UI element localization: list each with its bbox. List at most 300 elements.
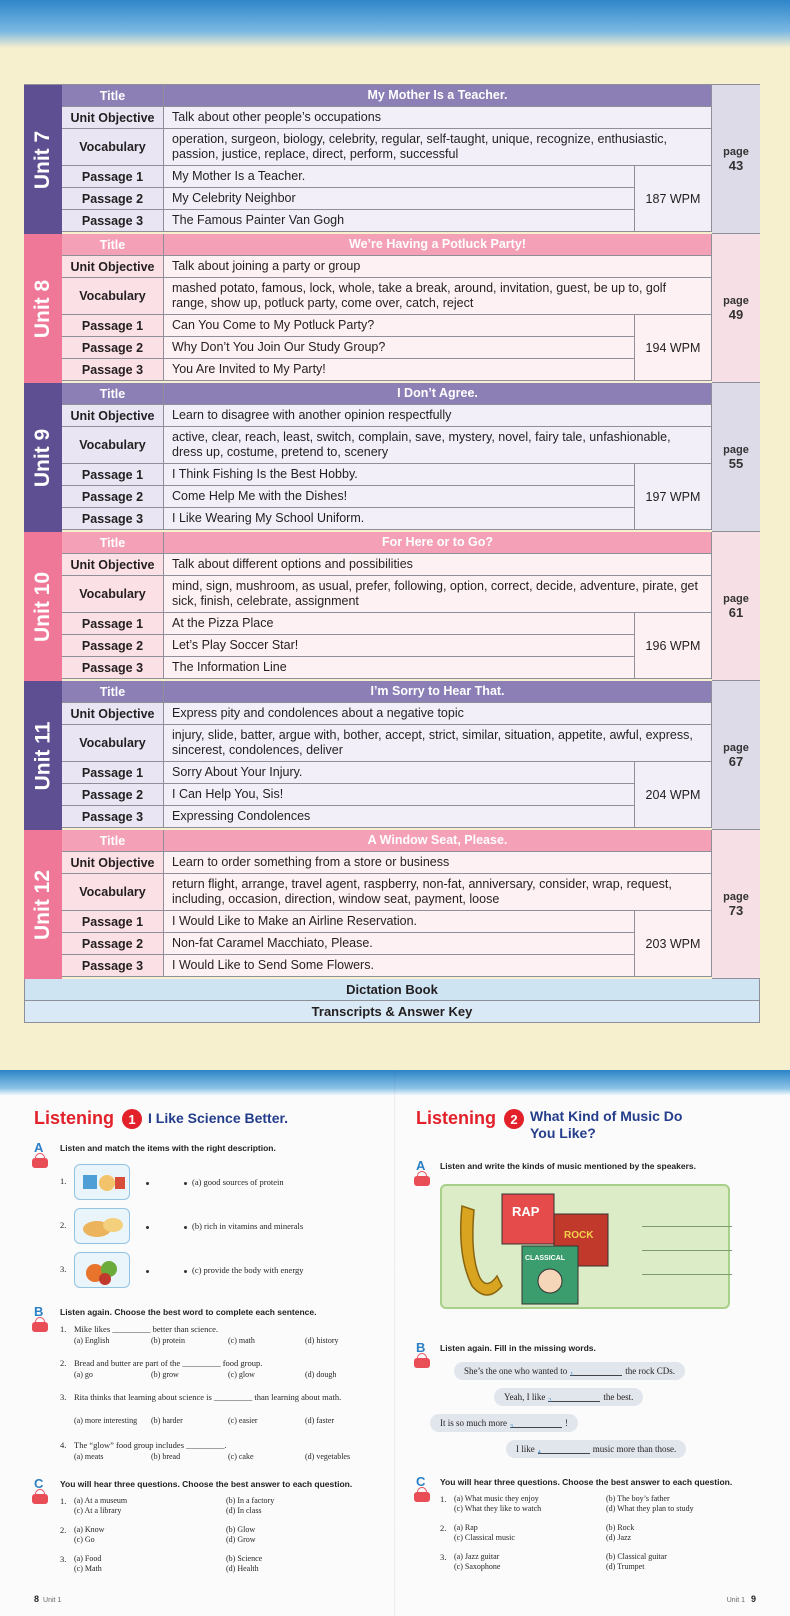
question-number: 3.	[60, 1554, 67, 1564]
bubble-text-after: music more than those.	[592, 1444, 677, 1454]
listening-1-heading	[34, 1108, 288, 1129]
answer-option[interactable]: (c) Saxophone	[454, 1562, 501, 1571]
passage-label: Passage 1	[62, 166, 164, 187]
poster-classical-label: CLASSICAL	[525, 1255, 566, 1262]
section-c-instruction: You will hear three questions. Choose the best answer to each question.	[440, 1477, 733, 1487]
cd-track-icon	[414, 1492, 430, 1502]
answer-option[interactable]: (a) meats	[74, 1452, 104, 1461]
passage-title: Expressing Condolences	[164, 806, 634, 827]
answer-option[interactable]: (b) In a factory	[226, 1496, 275, 1505]
passage-title: I Can Help You, Sis!	[164, 784, 634, 805]
objective-row	[62, 256, 712, 278]
passage-title: My Mother Is a Teacher.	[164, 166, 634, 187]
answer-option[interactable]: (a) Food	[74, 1554, 102, 1563]
section-a-letter: A	[416, 1158, 426, 1173]
answer-option[interactable]: (b) Rock	[606, 1523, 635, 1532]
unit-side-label	[24, 234, 62, 383]
answer-option[interactable]: (d) Grow	[226, 1535, 256, 1544]
title-row	[62, 830, 712, 852]
page-number: 55	[728, 455, 744, 471]
objective-label: Unit Objective	[62, 703, 164, 724]
answer-option[interactable]: (a) At a museum	[74, 1496, 128, 1505]
answer-option[interactable]: (d) vegetables	[305, 1452, 351, 1461]
vocabulary-label: Vocabulary	[62, 129, 164, 165]
title-label: Title	[62, 234, 164, 255]
passage-label: Passage 1	[62, 911, 164, 932]
passage-label: Passage 3	[62, 210, 164, 231]
match-description: (b) rich in vitamins and minerals	[192, 1221, 304, 1231]
cd-track-icon	[32, 1158, 48, 1168]
vocabulary-list: mind, sign, mushroom, as usual, prefer, following, option, correct, decide, adventure, pirate, get sick, finish, celebrate, assignment	[164, 576, 711, 612]
page-unit-label: Unit 1	[43, 1597, 62, 1604]
match-dot[interactable]	[146, 1226, 149, 1229]
section-b-instruction: Listen again. Choose the best word to complete each sentence.	[60, 1307, 317, 1317]
section-c-instruction: You will hear three questions. Choose the best answer to each question.	[60, 1479, 353, 1489]
unit-block	[24, 234, 760, 383]
transcripts-link[interactable]: Transcripts & Answer Key	[24, 1001, 760, 1023]
page-word: page	[723, 443, 749, 456]
blank-number: 2	[548, 1397, 552, 1404]
page-reference[interactable]	[712, 85, 760, 234]
section-a-instruction: Listen and write the kinds of music mentioned by the speakers.	[440, 1161, 697, 1171]
vocabulary-row	[62, 129, 712, 166]
answer-option[interactable]: (d) dough	[305, 1370, 337, 1379]
page-number: 67	[728, 753, 744, 769]
bubble-text-before: Yeah, I like	[504, 1392, 546, 1402]
passage-row	[62, 657, 635, 679]
blank-number: 1	[570, 1371, 574, 1378]
fruit-image	[74, 1252, 130, 1288]
section-a-letter: A	[34, 1140, 44, 1155]
section-c-letter: C	[416, 1474, 426, 1489]
answer-option[interactable]: (b) Science	[226, 1554, 263, 1563]
answer-option[interactable]: (b) harder	[151, 1416, 183, 1425]
answer-line[interactable]	[642, 1226, 732, 1227]
contents-table	[24, 84, 760, 1023]
speech-bubble	[454, 1362, 685, 1380]
answer-option[interactable]: (c) Go	[74, 1535, 95, 1544]
passage-title: Non-fat Caramel Macchiato, Please.	[164, 933, 634, 954]
passage-row	[62, 359, 635, 381]
passage-list	[62, 166, 635, 232]
speech-bubble	[430, 1414, 578, 1432]
music-posters-image	[442, 1186, 642, 1307]
passage-title: My Celebrity Neighbor	[164, 188, 634, 209]
cd-track-icon	[32, 1494, 48, 1504]
passage-list	[62, 315, 635, 381]
unit-label: Unit 9	[31, 428, 54, 487]
objective-row	[62, 107, 712, 129]
answer-option[interactable]: (a) more interesting	[74, 1416, 138, 1425]
objective-row	[62, 554, 712, 576]
passage-row	[62, 166, 635, 188]
page-word: page	[723, 741, 749, 754]
passage-title: I Would Like to Make an Airline Reservation.	[164, 911, 634, 932]
match-description: (c) provide the body with energy	[192, 1265, 304, 1275]
bubble-text-before: She’s the one who wanted to	[464, 1366, 568, 1376]
right-page	[402, 1096, 782, 1616]
passage-row	[62, 911, 635, 933]
passage-label: Passage 2	[62, 784, 164, 805]
unit-label: Unit 10	[31, 571, 55, 642]
passage-row	[62, 486, 635, 508]
passage-row	[62, 508, 635, 530]
answer-option[interactable]: (c) cake	[228, 1452, 254, 1461]
listening-2-heading	[416, 1108, 682, 1142]
unit-body	[62, 681, 712, 830]
objective-label: Unit Objective	[62, 256, 164, 277]
heading-word: Listening	[416, 1108, 496, 1128]
question-number: 2.	[60, 1358, 67, 1368]
vocabulary-row	[62, 576, 712, 613]
passages-block	[62, 911, 712, 977]
vocabulary-row	[62, 278, 712, 315]
unit-block	[24, 383, 760, 532]
page-reference[interactable]	[712, 681, 760, 830]
question-number: 4.	[60, 1440, 67, 1450]
objective-row	[62, 405, 712, 427]
unit-objective: Learn to disagree with another opinion respectfully	[164, 405, 711, 426]
unit-label: Unit 7	[31, 130, 54, 189]
speech-bubble	[506, 1440, 686, 1458]
answer-option[interactable]: (c) math	[228, 1336, 255, 1345]
page-number: 49	[728, 306, 744, 322]
heading-title: I Like Science Better.	[148, 1110, 289, 1126]
passage-row	[62, 933, 635, 955]
answer-option[interactable]: (b) bread	[151, 1452, 181, 1461]
unit-side-label	[24, 383, 62, 532]
vocabulary-list: active, clear, reach, least, switch, complain, save, mystery, novel, fairy tale, unfashionable, dress up, costume, pretend to, scenery	[164, 427, 711, 463]
vocabulary-list: injury, slide, batter, argue with, bother, accept, strict, similar, situation, appetite, awful, express, sincerest, condolences, deliver	[164, 725, 711, 761]
heading-word: Listening	[34, 1108, 114, 1128]
passage-label: Passage 2	[62, 486, 164, 507]
section-b-instruction: Listen again. Fill in the missing words.	[440, 1343, 596, 1353]
answer-option[interactable]: (b) Classical guitar	[606, 1552, 667, 1561]
unit-title: I Don’t Agree.	[397, 385, 478, 400]
cd-track-icon	[32, 1322, 48, 1332]
page-word: page	[723, 294, 749, 307]
answer-option[interactable]: (c) What they like to watch	[454, 1504, 542, 1513]
fill-blank[interactable]	[570, 1367, 622, 1376]
reading-speed: 204 WPM	[635, 762, 712, 828]
unit-body	[62, 830, 712, 979]
bubble-text-before: It is so much more	[440, 1418, 507, 1428]
unit-side-label	[24, 532, 62, 681]
title-label: Title	[62, 681, 164, 702]
passage-label: Passage 2	[62, 933, 164, 954]
section-b-letter: B	[416, 1340, 426, 1355]
objective-row	[62, 852, 712, 874]
page-reference[interactable]	[712, 830, 760, 979]
page-number: 61	[728, 604, 744, 620]
heading-title-line-1: What Kind of Music Do	[530, 1108, 683, 1124]
answer-option[interactable]: (c) glow	[228, 1370, 255, 1379]
answer-option[interactable]: (d) history	[305, 1336, 339, 1345]
item-number: 3.	[60, 1264, 67, 1274]
answer-option[interactable]: (b) grow	[151, 1370, 179, 1379]
reading-speed: 197 WPM	[635, 464, 712, 530]
answer-option[interactable]: (a) What music they enjoy	[454, 1494, 539, 1503]
objective-label: Unit Objective	[62, 554, 164, 575]
unit-body	[62, 532, 712, 681]
vocabulary-row	[62, 725, 712, 762]
answer-option[interactable]: (d) Jazz	[606, 1533, 632, 1542]
answer-option[interactable]: (b) Glow	[226, 1525, 256, 1534]
item-number: 1.	[60, 1176, 67, 1186]
reading-speed: 203 WPM	[635, 911, 712, 977]
passage-label: Passage 3	[62, 508, 164, 529]
passage-label: Passage 3	[62, 955, 164, 976]
answer-option[interactable]: (b) The boy’s father	[606, 1494, 670, 1503]
answer-option[interactable]: (c) At a library	[74, 1506, 122, 1515]
match-description: (a) good sources of protein	[192, 1177, 284, 1187]
page-reference[interactable]	[712, 532, 760, 681]
page-number	[723, 1594, 756, 1604]
passage-title: Sorry About Your Injury.	[164, 762, 634, 783]
passage-row	[62, 464, 635, 486]
workbook-spread	[0, 1070, 790, 1616]
vocabulary-label: Vocabulary	[62, 278, 164, 314]
passage-row	[62, 806, 635, 828]
passage-row	[62, 315, 635, 337]
heading-number: 2	[504, 1109, 524, 1129]
passages-block	[62, 166, 712, 232]
answer-option[interactable]: (a) English	[74, 1336, 110, 1345]
answer-option[interactable]: (d) faster	[305, 1416, 335, 1425]
bubble-text-after: the rock CDs.	[625, 1366, 675, 1376]
question-number: 3.	[60, 1392, 67, 1402]
passage-list	[62, 911, 635, 977]
title-row	[62, 681, 712, 703]
poster-rap-label: RAP	[512, 1204, 540, 1219]
match-dot[interactable]	[146, 1182, 149, 1185]
passage-row	[62, 635, 635, 657]
question-stem: Rita thinks that learning about science is _________ than learning about math.	[74, 1392, 342, 1402]
title-row	[62, 234, 712, 256]
title-row	[62, 532, 712, 554]
blank-number: 4	[537, 1449, 541, 1456]
cd-track-icon	[414, 1358, 430, 1368]
answer-option[interactable]: (c) Math	[74, 1564, 102, 1573]
passage-row	[62, 762, 635, 784]
fill-blank[interactable]	[510, 1419, 562, 1428]
objective-label: Unit Objective	[62, 107, 164, 128]
answer-option[interactable]: (a) Jazz guitar	[454, 1552, 500, 1561]
passage-label: Passage 3	[62, 806, 164, 827]
unit-title: I’m Sorry to Hear That.	[370, 683, 505, 698]
section-a-instruction: Listen and match the items with the right description.	[60, 1143, 276, 1153]
protein-foods-image	[74, 1164, 130, 1200]
vocabulary-list: mashed potato, famous, lock, whole, take a break, around, invitation, guest, be up to, golf range, show up, potluck party, come over, catch, reject	[164, 278, 711, 314]
answer-option[interactable]: (d) Trumpet	[606, 1562, 645, 1571]
heading-title-line-2: You Like?	[530, 1124, 596, 1141]
answer-option[interactable]: (d) What they plan to study	[606, 1504, 694, 1513]
question-number: 1.	[60, 1324, 67, 1334]
unit-block	[24, 532, 760, 681]
passage-list	[62, 762, 635, 828]
passage-label: Passage 1	[62, 762, 164, 783]
unit-body	[62, 383, 712, 532]
bubble-text-before: I like	[516, 1444, 535, 1454]
answer-option[interactable]: (a) go	[74, 1370, 93, 1379]
passage-title: Let’s Play Soccer Star!	[164, 635, 634, 656]
unit-body	[62, 85, 712, 234]
cd-track-icon	[414, 1176, 430, 1186]
passage-label: Passage 2	[62, 337, 164, 358]
question-number: 3.	[440, 1552, 447, 1562]
page-number: 43	[728, 157, 744, 173]
unit-title: For Here or to Go?	[381, 534, 494, 549]
vocabulary-label: Vocabulary	[62, 427, 164, 463]
answer-line[interactable]	[642, 1250, 732, 1251]
passage-label: Passage 3	[62, 359, 164, 380]
passage-list	[62, 613, 635, 679]
passage-title: Come Help Me with the Dishes!	[164, 486, 634, 507]
vocabulary-row	[62, 427, 712, 464]
unit-block	[24, 681, 760, 830]
page-word: page	[723, 592, 749, 605]
unit-objective: Express pity and condolences about a negative topic	[164, 703, 711, 724]
passage-label: Passage 1	[62, 315, 164, 336]
reading-speed: 196 WPM	[635, 613, 712, 679]
passages-block	[62, 464, 712, 530]
section-b-letter: B	[34, 1304, 44, 1319]
answer-line[interactable]	[642, 1274, 732, 1275]
passage-title: I Think Fishing Is the Best Hobby.	[164, 464, 634, 485]
title-row	[62, 383, 712, 405]
answer-option[interactable]: (d) Health	[226, 1564, 259, 1573]
unit-side-label	[24, 830, 62, 979]
vocabulary-label: Vocabulary	[62, 576, 164, 612]
match-dot[interactable]	[184, 1182, 187, 1185]
vocabulary-label: Vocabulary	[62, 874, 164, 910]
question-stem: Bread and butter are part of the _________ food group.	[74, 1358, 263, 1368]
reading-speed: 187 WPM	[635, 166, 712, 232]
unit-block	[24, 830, 760, 979]
page-unit-label: Unit 1	[726, 1597, 745, 1604]
page-reference[interactable]	[712, 383, 760, 532]
unit-body	[62, 234, 712, 383]
answer-option[interactable]: (a) Know	[74, 1525, 105, 1534]
book-gutter	[394, 1070, 396, 1616]
question-stem: The “glow” food group includes _________.	[74, 1440, 227, 1450]
passages-block	[62, 762, 712, 828]
page-reference[interactable]	[712, 234, 760, 383]
section-c-letter: C	[34, 1476, 44, 1491]
speech-bubble	[494, 1388, 643, 1406]
unit-title: We’re Having a Potluck Party!	[349, 236, 526, 251]
blank-number: 3	[510, 1423, 513, 1430]
passage-label: Passage 2	[62, 635, 164, 656]
unit-side-label	[24, 85, 62, 234]
passage-row	[62, 210, 635, 232]
passage-row	[62, 784, 635, 806]
left-page	[8, 1096, 388, 1616]
objective-label: Unit Objective	[62, 852, 164, 873]
bread-image	[74, 1208, 130, 1244]
passage-label: Passage 2	[62, 188, 164, 209]
vocabulary-list: return flight, arrange, travel agent, raspberry, non-fat, anniversary, consider, wrap, request, including, occasion, direction, window seat, payment, loose	[164, 874, 711, 910]
answer-option[interactable]: (a) Rap	[454, 1523, 478, 1532]
passage-row	[62, 188, 635, 210]
top-blue-band	[0, 0, 790, 48]
bubble-text-after: !	[565, 1418, 568, 1428]
unit-label: Unit 11	[31, 721, 55, 790]
answer-option[interactable]: (c) Classical music	[454, 1533, 515, 1542]
fill-blank[interactable]	[548, 1393, 600, 1402]
page-number: 73	[728, 902, 744, 918]
unit-side-label	[24, 681, 62, 830]
question-number: 1.	[440, 1494, 447, 1504]
dictation-book-link[interactable]: Dictation Book	[24, 979, 760, 1001]
answer-option[interactable]: (b) protein	[151, 1336, 185, 1345]
answer-option[interactable]: (c) easier	[228, 1416, 258, 1425]
passage-title: You Are Invited to My Party!	[164, 359, 634, 380]
passage-list	[62, 464, 635, 530]
vocabulary-row	[62, 874, 712, 911]
passage-title: I Would Like to Send Some Flowers.	[164, 955, 634, 976]
unit-objective: Learn to order something from a store or business	[164, 852, 711, 873]
page-word: page	[723, 145, 749, 158]
title-label: Title	[62, 85, 164, 106]
poster-rock-label: ROCK	[564, 1230, 594, 1241]
passage-label: Passage 1	[62, 464, 164, 485]
passage-row	[62, 337, 635, 359]
objective-label: Unit Objective	[62, 405, 164, 426]
title-label: Title	[62, 383, 164, 404]
question-number: 2.	[440, 1523, 447, 1533]
item-number: 2.	[60, 1220, 67, 1230]
question-stem: Mike likes _________ better than science.	[74, 1324, 218, 1334]
passages-block	[62, 613, 712, 679]
passages-block	[62, 315, 712, 381]
reading-speed: 194 WPM	[635, 315, 712, 381]
match-dot[interactable]	[184, 1226, 187, 1229]
heading-title	[530, 1108, 682, 1142]
objective-row	[62, 703, 712, 725]
passage-row	[62, 955, 635, 977]
vocabulary-label: Vocabulary	[62, 725, 164, 761]
passage-title: At the Pizza Place	[164, 613, 634, 634]
match-dot[interactable]	[184, 1270, 187, 1273]
vocabulary-list: operation, surgeon, biology, celebrity, regular, self-taught, unique, recognize, enthusiastic, passion, justice, replace, direct, perform, successful	[164, 129, 711, 165]
unit-block	[24, 85, 760, 234]
question-number: 1.	[60, 1496, 67, 1506]
title-label: Title	[62, 830, 164, 851]
page-word: page	[723, 890, 749, 903]
unit-objective: Talk about other people’s occupations	[164, 107, 711, 128]
match-dot[interactable]	[146, 1270, 149, 1273]
unit-label: Unit 8	[31, 279, 54, 338]
answer-option[interactable]: (d) In class	[226, 1506, 262, 1515]
passage-title: The Information Line	[164, 657, 634, 678]
question-number: 2.	[60, 1525, 67, 1535]
fill-blank[interactable]	[538, 1445, 590, 1454]
heading-number: 1	[122, 1109, 142, 1129]
page-number-value: 8	[34, 1594, 40, 1604]
passage-row	[62, 613, 635, 635]
passage-label: Passage 3	[62, 657, 164, 678]
page-number-value: 9	[750, 1594, 756, 1604]
unit-title: A Window Seat, Please.	[367, 832, 508, 847]
passage-label: Passage 1	[62, 613, 164, 634]
unit-objective: Talk about joining a party or group	[164, 256, 711, 277]
passage-title: Why Don’t You Join Our Study Group?	[164, 337, 634, 358]
page-number	[34, 1594, 61, 1604]
passage-title: I Like Wearing My School Uniform.	[164, 508, 634, 529]
music-illustration-box	[440, 1184, 730, 1309]
title-row	[62, 85, 712, 107]
